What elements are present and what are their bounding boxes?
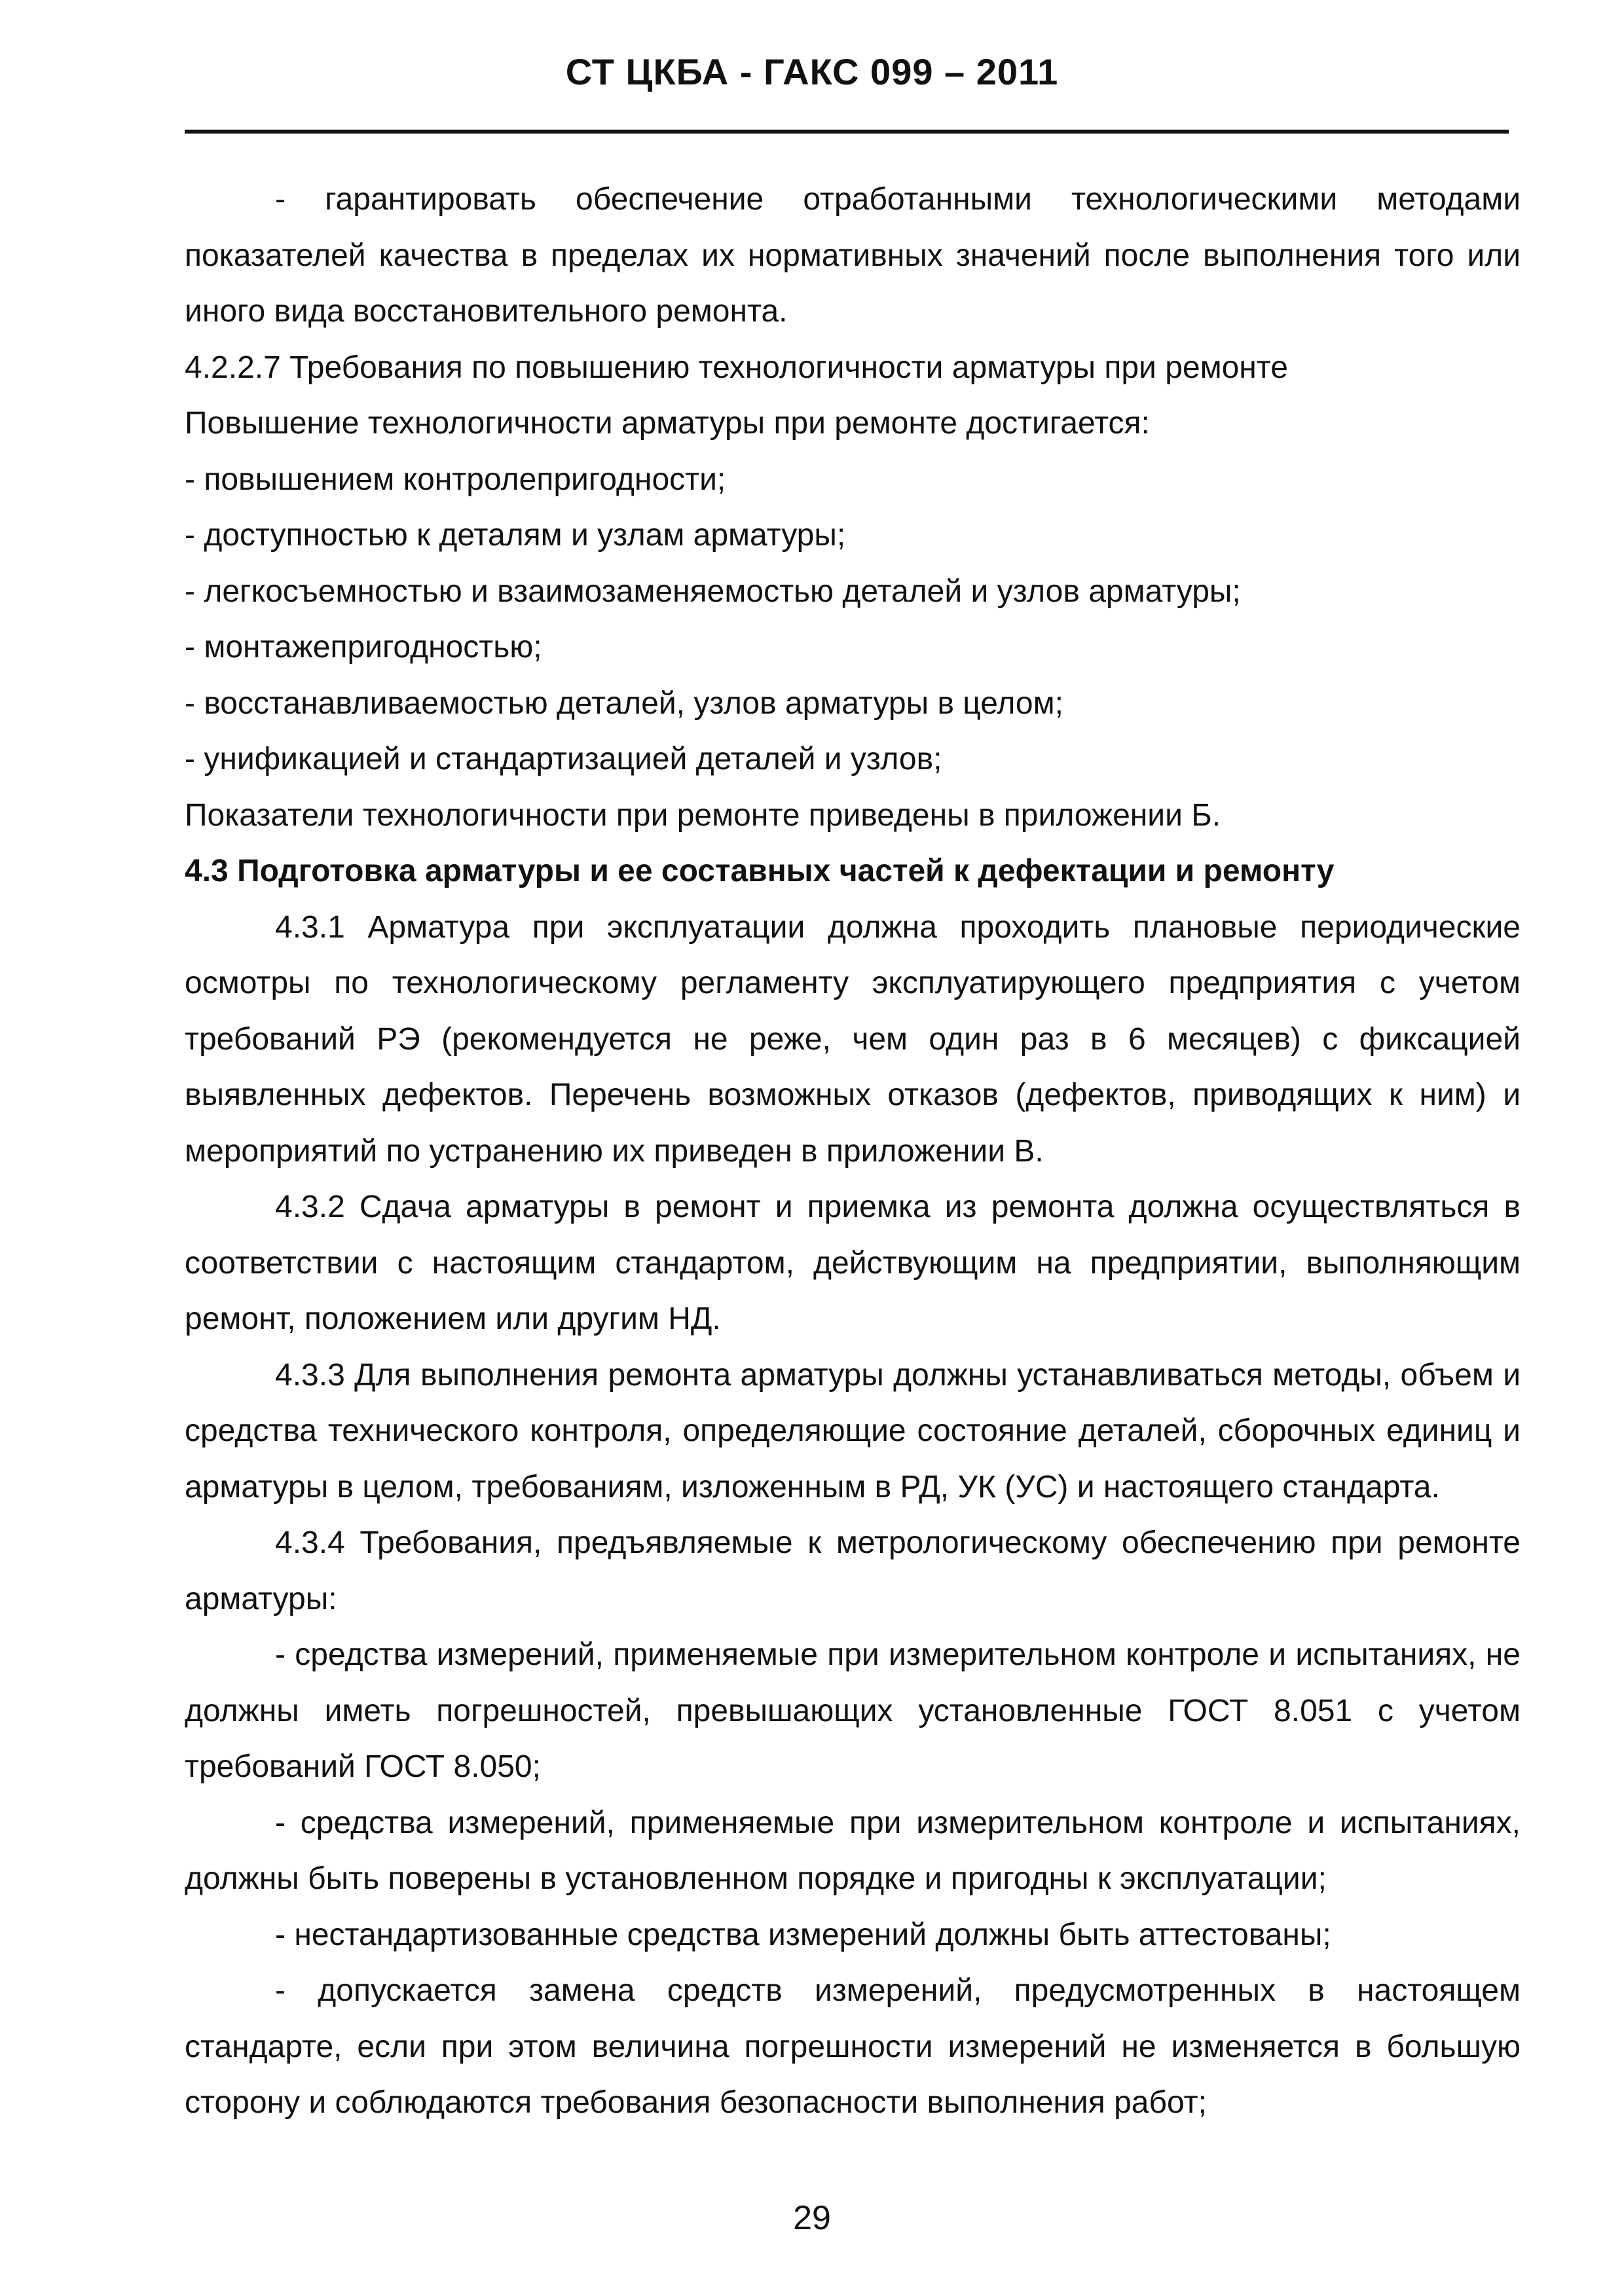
document-body [185,172,1521,2131]
list-item-accessibility: - доступностью к деталям и узлам арматуры; [185,518,846,553]
list-item-instrument-replacement: - допускается замена средств измерений, предусмотренных в настоящем стандарте, если при этом величина погрешности измерений не изменяется в большую сторону и соблюдаются требования безопасности выполнения работ; [185,1973,1521,2120]
list-item-unification: - унификацией и стандартизацией деталей и узлов; [185,742,942,776]
list-item-mountability: - монтажепригодностью; [185,630,542,665]
clause-4-3-2: 4.3.2 Сдача арматуры в ремонт и приемка из ремонта должна осуществляться в соответствии с настоящим стандартом, действующим на предприятии, выполняющим ремонт, положением или другим НД. [185,1190,1521,1336]
list-item-measurement-error: - средства измерений, применяемые при измерительном контроле и испытаниях, не должны иметь погрешностей, превышающих установленные ГОСТ 8.051 с учетом требований ГОСТ 8.050; [185,1637,1521,1784]
list-item-nonstandard-instruments: - нестандартизованные средства измерений должны быть аттестованы; [275,1917,1331,1952]
section-4-3-heading: 4.3 Подготовка арматуры и ее составных частей к дефектации и ремонту [185,854,1335,888]
clause-4-2-2-7-heading: 4.2.2.7 Требования по повышению технологичности арматуры при ремонте [185,350,1288,385]
paragraph-appendix-b-reference: Показатели технологичности при ремонте приведены в приложении Б. [185,797,1221,833]
clause-4-3-4: 4.3.4 Требования, предъявляемые к метрологическому обеспечению при ремонте арматуры: [185,1525,1521,1616]
page-number: 29 [793,2199,831,2237]
paragraph-manufacturability-intro: Повышение технологичности арматуры при ремонте достигается: [185,406,1150,441]
list-item-controllability: - повышением контролепригодности; [185,462,726,497]
paragraph-quality-assurance: - гарантировать обеспечение отработанными технологическими методами показателей качества в пределах их нормативных значений после выполнения того или иного вида восстановительного ремонта. [185,182,1521,329]
list-item-interchangeability: - легкосъемностью и взаимозаменяемостью деталей и узлов арматуры; [185,574,1241,609]
clause-4-3-1: 4.3.1 Арматура при эксплуатации должна проходить плановые периодические осмотры по технологическому регламенту эксплуатирующего предприятия с учетом требований РЭ (рекомендуется не реже, чем один раз в 6 месяцев) с фиксацией выявленных дефектов. Перечень возможных отказов (дефектов, приводящих к ним) и мероприятий по устранению их приведен в приложении В. [185,909,1521,1169]
header-divider [185,130,1509,134]
list-item-restorability: - восстанавливаемостью деталей, узлов арматуры в целом; [185,685,1063,721]
list-item-measurement-verification: - средства измерений, применяемые при измерительном контроле и испытаниях, должны быть поверены в установленном порядке и пригодны к эксплуатации; [185,1805,1521,1896]
document-header-title: СТ ЦКБА - ГАКС 099 – 2011 [565,51,1059,92]
clause-4-3-3: 4.3.3 Для выполнения ремонта арматуры должны устанавливаться методы, объем и средства технического контроля, определяющие состояние деталей, сборочных единиц и арматуры в целом, требованиям, изложенным в РД, УК (УС) и настоящего стандарта. [185,1357,1521,1504]
